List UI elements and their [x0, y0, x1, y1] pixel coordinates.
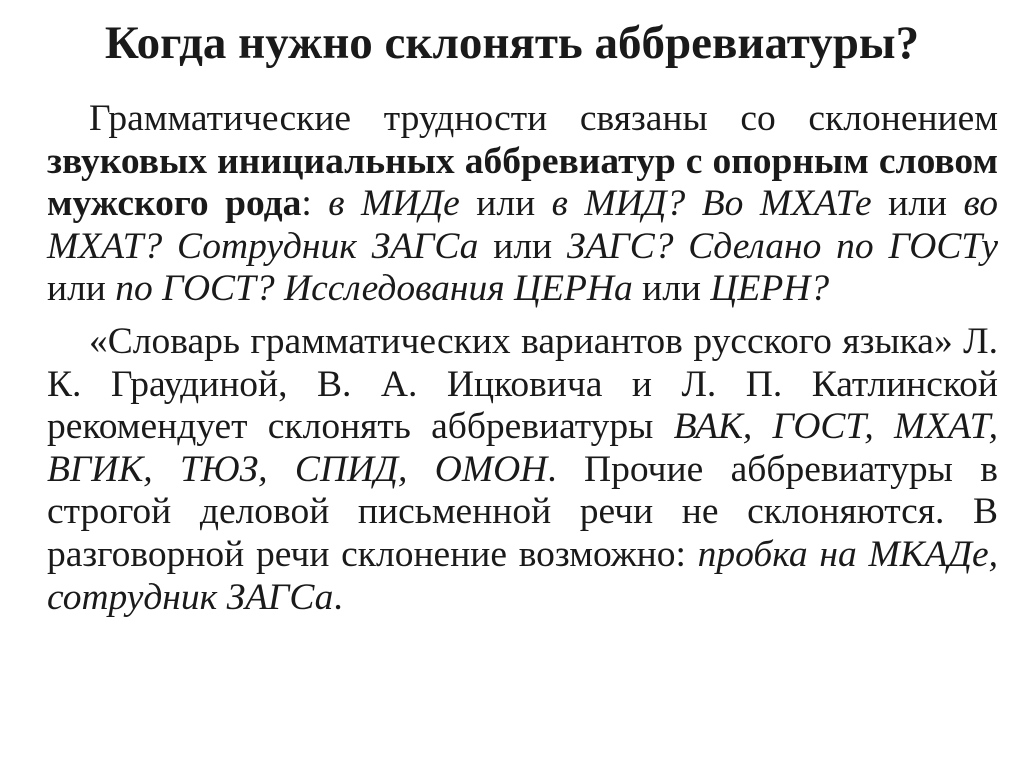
paragraph-dictionary-recommendation — [47, 321, 998, 619]
p1-example-5b: ЦЕРН? — [710, 268, 830, 310]
p1-or-1: или — [459, 183, 552, 225]
p1-example-2b: во МХАТ? Сотрудник ЗАГСа — [47, 183, 998, 267]
p1-example-1b: в МИД? Во МХАТе — [551, 183, 872, 225]
p1-or-5: или — [632, 268, 711, 310]
p2-text-2: . Прочие аббревиатуры в строгой деловой письменной речи не склоняются. В разговорной речи склонение возможно: — [47, 448, 998, 575]
p1-or-3: или — [478, 225, 567, 267]
p1-example-3b: ЗАГС? Сделано по ГОСТу — [566, 225, 998, 267]
p1-bold-phrase: звуковых инициальных аббревиатур с опорным словом мужского рода — [47, 140, 998, 225]
p1-or-2: или — [871, 183, 964, 225]
p2-text-1: «Словарь грамматических вариантов русского языка» Л. К. Граудиной, В. А. Ицковича и Л. П. Катлинской рекомендует склонять аббревиатуры — [47, 320, 998, 448]
p1-intro: Грамматические трудности связаны со склонением — [89, 98, 998, 139]
slide-body — [47, 98, 998, 619]
p2-examples: пробка на МКАДе, сотрудник ЗАГСа — [47, 533, 998, 618]
p1-or-4: или — [47, 268, 116, 310]
p2-end: . — [333, 576, 343, 618]
p1-example-1a: в МИДе — [328, 183, 460, 225]
p1-example-4b: по ГОСТ? Исследования ЦЕРНа — [115, 268, 633, 310]
p2-abbreviations: ВАК, ГОСТ, МХАТ, ВГИК, ТЮЗ, СПИД, ОМОН — [47, 406, 998, 490]
paragraph-grammatical-difficulties — [47, 98, 998, 311]
p1-colon: : — [301, 183, 329, 225]
slide-title: Когда нужно склонять аббревиатуры? — [104, 17, 920, 69]
